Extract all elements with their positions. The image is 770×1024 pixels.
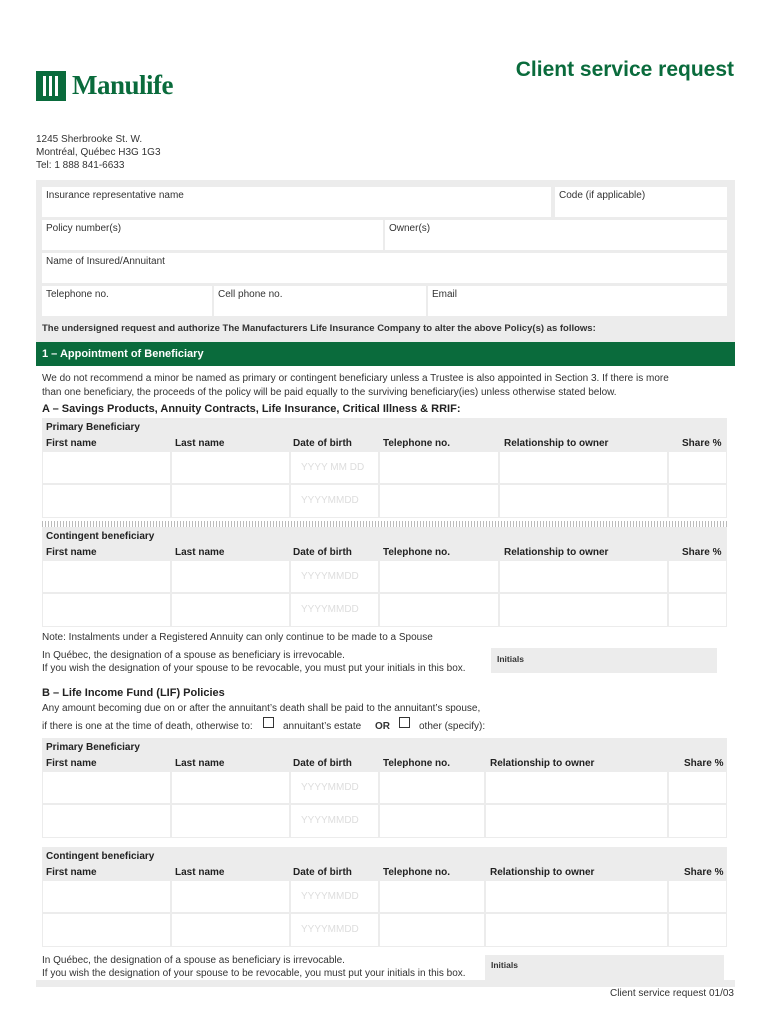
other-specify-label: other (specify): (419, 721, 486, 732)
a-c1-share[interactable] (669, 561, 726, 592)
code-label: Code (if applicable) (559, 190, 646, 201)
telephone-label: Telephone no. (46, 289, 109, 300)
b-c1-dob[interactable] (291, 881, 378, 912)
col-date-of-birth: Date of birth (293, 867, 352, 878)
col-first-name: First name (46, 867, 97, 878)
b-p1-dob[interactable] (291, 772, 378, 803)
part-b-heading: B – Life Income Fund (LIF) Policies (42, 687, 225, 699)
section-1-intro-line-2: than one beneficiary, the proceeds of the policy will be paid equally to the surviving beneficiary(ies) unless otherwise stated below. (42, 387, 617, 398)
annuitant-estate-label: annuitant’s estate (283, 721, 362, 732)
initials-box-b[interactable] (485, 955, 724, 980)
insured-name-field[interactable] (42, 253, 727, 283)
col-telephone: Telephone no. (383, 438, 451, 449)
telephone-field[interactable] (42, 286, 212, 316)
policy-number-field[interactable] (42, 220, 383, 250)
brand-name: Manulife (72, 70, 173, 100)
a-c1-relationship[interactable] (500, 561, 667, 592)
b-p2-dob[interactable] (291, 805, 378, 837)
annuitant-estate-checkbox[interactable] (263, 717, 274, 728)
authorization-statement: The undersigned request and authorize The Manufacturers Life Insurance Company to alter the above Policy(s) as follows: (42, 323, 596, 334)
or-label: OR (375, 721, 390, 732)
owner-field[interactable] (385, 220, 727, 250)
col-relationship: Relationship to owner (490, 867, 595, 878)
b-p1-share[interactable] (669, 772, 726, 803)
a-p1-first-name[interactable] (43, 452, 170, 483)
dob-placeholder: YYYYMMDD (301, 815, 359, 826)
address-line-1: 1245 Sherbrooke St. W. (36, 134, 143, 145)
cell-phone-label: Cell phone no. (218, 289, 283, 300)
col-relationship: Relationship to owner (504, 438, 609, 449)
dob-placeholder: YYYYMMDD (301, 571, 359, 582)
col-share: Share % (684, 758, 724, 769)
a-c2-first-name[interactable] (43, 594, 170, 626)
b-c1-telephone[interactable] (380, 881, 484, 912)
a-p1-telephone[interactable] (380, 452, 498, 483)
registered-annuity-note: Note: Instalments under a Registered Annuity can only continue to be made to a Spouse (42, 632, 433, 643)
col-last-name: Last name (175, 547, 225, 558)
email-label: Email (432, 289, 458, 300)
company-address (36, 133, 161, 172)
contingent-beneficiary-label: Contingent beneficiary (46, 531, 155, 542)
b-c2-last-name[interactable] (172, 914, 289, 946)
a-p1-dob[interactable] (291, 452, 378, 483)
dob-placeholder: YYYY MM DD (301, 462, 365, 473)
insured-name-label: Name of Insured/Annuitant (46, 256, 165, 267)
a-c1-dob[interactable] (291, 561, 378, 592)
b-c1-first-name[interactable] (43, 881, 170, 912)
lif-text-line-1: Any amount becoming due on or after the annuitant’s death shall be paid to the annuitant’s spouse, (42, 703, 481, 714)
b-c2-telephone[interactable] (380, 914, 484, 946)
lif-text-line-2: if there is one at the time of death, otherwise to: (42, 721, 253, 732)
b-c2-dob[interactable] (291, 914, 378, 946)
a-c1-first-name[interactable] (43, 561, 170, 592)
col-first-name: First name (46, 547, 97, 558)
quebec-revocable-text-b: If you wish the designation of your spouse to be revocable, you must put your initials in this box. (42, 968, 466, 979)
a-p2-last-name[interactable] (172, 485, 289, 517)
col-date-of-birth: Date of birth (293, 547, 352, 558)
section-1-intro-line-1: We do not recommend a minor be named as primary or contingent beneficiary unless a Trustee is also appointed in Section 3. If there is more (42, 373, 669, 384)
quebec-revocable-text: If you wish the designation of your spouse to be revocable, you must put your initials in this box. (42, 663, 466, 674)
a-p1-relationship[interactable] (500, 452, 667, 483)
b-p2-telephone[interactable] (380, 805, 484, 837)
b-p1-telephone[interactable] (380, 772, 484, 803)
b-c2-first-name[interactable] (43, 914, 170, 946)
initials-label-b: Initials (491, 960, 518, 970)
col-telephone: Telephone no. (383, 758, 451, 769)
address-line-2: Montréal, Québec H3G 1G3 (36, 147, 161, 158)
policy-number-label: Policy number(s) (46, 223, 122, 234)
part-a-heading: A – Savings Products, Annuity Contracts, Life Insurance, Critical Illness & RRIF: (42, 403, 461, 415)
b-c2-relationship[interactable] (486, 914, 667, 946)
a-p2-telephone[interactable] (380, 485, 498, 517)
quebec-irrevocable-text: In Québec, the designation of a spouse as beneficiary is irrevocable. (42, 650, 345, 661)
a-c1-telephone[interactable] (380, 561, 498, 592)
primary-beneficiary-label: Primary Beneficiary (46, 422, 140, 433)
section-1-heading: 1 – Appointment of Beneficiary (36, 342, 735, 366)
b-p1-last-name[interactable] (172, 772, 289, 803)
a-p2-relationship[interactable] (500, 485, 667, 517)
col-share: Share % (682, 547, 722, 558)
col-last-name: Last name (175, 438, 225, 449)
initials-box-a[interactable] (491, 648, 717, 673)
a-p2-first-name[interactable] (43, 485, 170, 517)
dob-placeholder: YYYYMMDD (301, 891, 359, 902)
address-phone: Tel: 1 888 841-6633 (36, 160, 125, 171)
dob-placeholder: YYYYMMDD (301, 604, 359, 615)
col-telephone: Telephone no. (383, 547, 451, 558)
b-c1-share[interactable] (669, 881, 726, 912)
col-first-name: First name (46, 758, 97, 769)
a-c2-last-name[interactable] (172, 594, 289, 626)
rep-name-label: Insurance representative name (46, 190, 184, 201)
dob-placeholder: YYYYMMDD (301, 495, 359, 506)
page-title: Client service request (515, 58, 734, 81)
manulife-logo-icon (36, 71, 66, 101)
a-p2-share[interactable] (669, 485, 726, 517)
initials-label: Initials (497, 654, 524, 664)
col-share: Share % (684, 867, 724, 878)
dob-placeholder: YYYYMMDD (301, 782, 359, 793)
b-p1-relationship[interactable] (486, 772, 667, 803)
a-c2-relationship[interactable] (500, 594, 667, 626)
b-p2-first-name[interactable] (43, 805, 170, 837)
col-telephone: Telephone no. (383, 867, 451, 878)
owner-label: Owner(s) (389, 223, 431, 234)
col-date-of-birth: Date of birth (293, 758, 352, 769)
col-last-name: Last name (175, 758, 225, 769)
quebec-irrevocable-text-b: In Québec, the designation of a spouse as beneficiary is irrevocable. (42, 955, 345, 966)
other-checkbox[interactable] (399, 717, 410, 728)
a-p1-share[interactable] (669, 452, 726, 483)
col-relationship: Relationship to owner (504, 547, 609, 558)
col-last-name: Last name (175, 867, 225, 878)
col-relationship: Relationship to owner (490, 758, 595, 769)
b-c1-last-name[interactable] (172, 881, 289, 912)
a-p1-last-name[interactable] (172, 452, 289, 483)
a-c2-telephone[interactable] (380, 594, 498, 626)
col-date-of-birth: Date of birth (293, 438, 352, 449)
b-p2-relationship[interactable] (486, 805, 667, 837)
code-field[interactable] (555, 187, 727, 217)
b-c1-relationship[interactable] (486, 881, 667, 912)
a-p2-dob[interactable] (291, 485, 378, 517)
cell-phone-field[interactable] (214, 286, 426, 316)
b-c2-share[interactable] (669, 914, 726, 946)
manulife-logo (36, 70, 173, 101)
col-first-name: First name (46, 438, 97, 449)
email-field[interactable] (428, 286, 727, 316)
b-p1-first-name[interactable] (43, 772, 170, 803)
dob-placeholder: YYYYMMDD (301, 924, 359, 935)
b-p2-last-name[interactable] (172, 805, 289, 837)
a-c2-share[interactable] (669, 594, 726, 626)
page-footer: Client service request 01/03 (610, 988, 734, 999)
b-p2-share[interactable] (669, 805, 726, 837)
a-c2-dob[interactable] (291, 594, 378, 626)
contingent-beneficiary-label: Contingent beneficiary (46, 851, 155, 862)
rep-name-field[interactable] (42, 187, 551, 217)
a-c1-last-name[interactable] (172, 561, 289, 592)
col-share: Share % (682, 438, 722, 449)
primary-beneficiary-label: Primary Beneficiary (46, 742, 140, 753)
